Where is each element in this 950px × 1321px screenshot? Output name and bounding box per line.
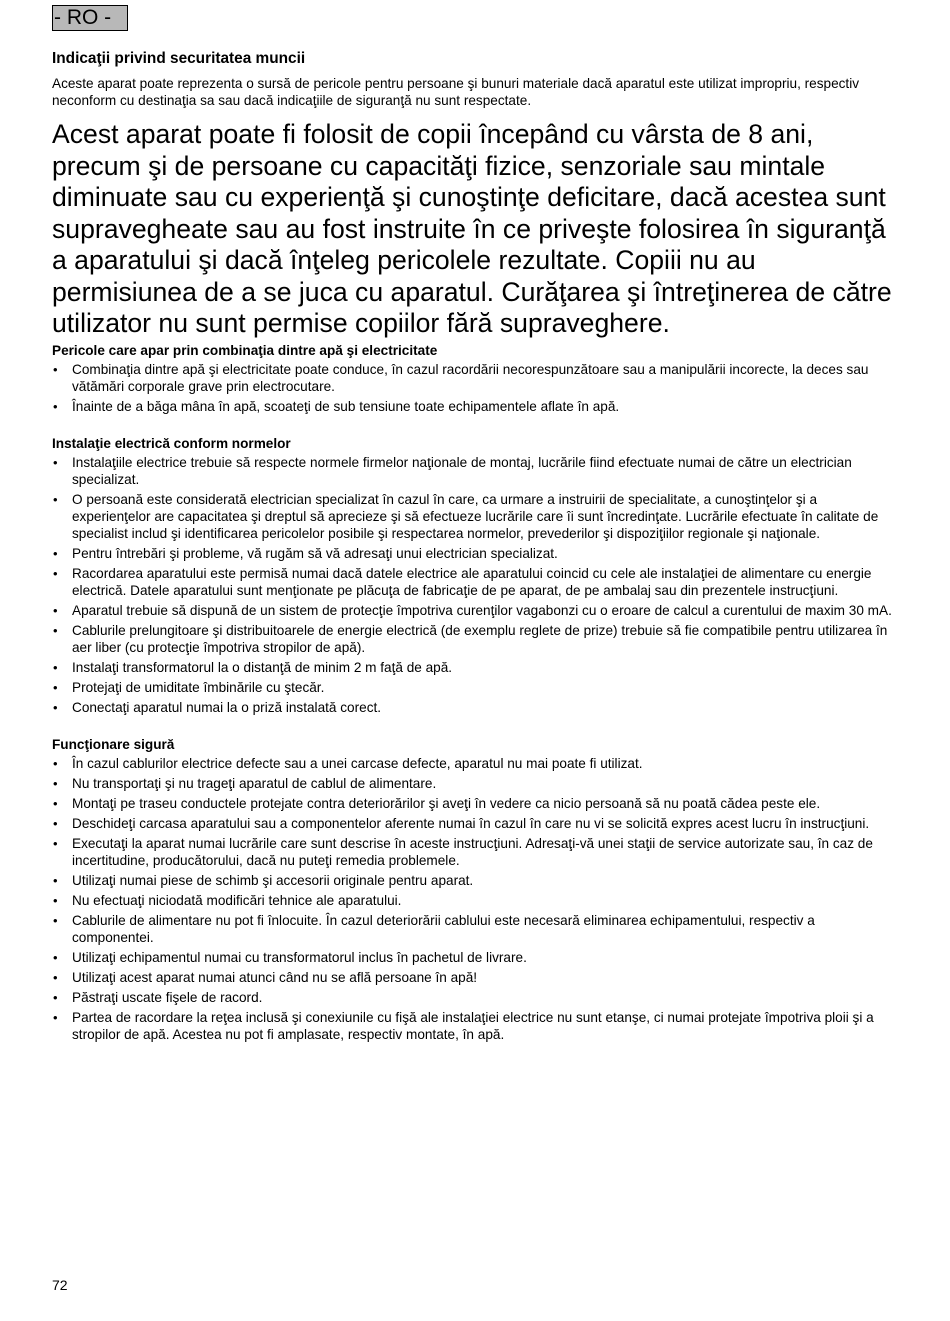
list-item: • Nu efectuaţi niciodată modificări tehnice ale aparatului. xyxy=(52,892,892,909)
list-item: • Racordarea aparatului este permisă numai dacă datele electrice ale aparatului coincid cu cele ale instalaţiei de alimentare cu energie electrică. Datele aparatului sunt menţionate pe plăcuţa de fabricaţie de pe aparat, de pe ambalaj sau din prezentele instrucţiuni. xyxy=(52,565,892,599)
safety-intro-text: Aceste aparat poate reprezenta o sursă de pericole pentru persoane şi bunuri materiale dacă aparatul este utilizat impropriu, respectiv neconform cu destinaţia sa sau dacă indicaţiile de siguranţă nu sunt respectate. xyxy=(52,76,860,108)
list-item: • Executaţi la aparat numai lucrările care sunt descrise în aceste instrucţiuni. Adresaţi-vă unei staţii de service autorizate sau, în caz de incertitudine, producătorului, dacă nu puteţi remedia problemele. xyxy=(52,835,892,869)
list-item: • Deschideţi carcasa aparatului sau a componentelor aferente numai în cazul în care nu vi se solicită expres acest lucru în instrucţiuni. xyxy=(52,815,892,832)
installation-title: Instalaţie electrică conform normelor xyxy=(52,435,291,451)
list-item: • Combinaţia dintre apă şi electricitate poate conduce, în cazul racordării necorespunzătoare sau a manipulării incorecte, la deces sau vătămări corporale grave prin electrocutare. xyxy=(52,361,892,395)
children-warning-text: Acest aparat poate fi folosit de copii începând cu vârsta de 8 ani, precum şi de persoane cu capacităţi fizice, senzoriale sau mintale diminuate sau cu experienţă şi cunoştinţe deficitare, dacă acestea sunt supravegheate sau au fost instruite în ce priveşte folosirea în siguranţă a aparatului şi dacă înţeleg pericolele rezultate. Copiii nu au permisiunea de a se juca cu aparatul. Curăţarea şi întreţinerea de către utilizator nu sunt permise copiilor fără supraveghere. xyxy=(52,119,892,338)
list-item: • Instalaţi transformatorul la o distanţă de minim 2 m faţă de apă. xyxy=(52,659,892,676)
page-content xyxy=(52,50,892,1046)
list-item: • O persoană este considerată electrician specializat în cazul în care, ca urmare a instruirii de specialitate, a cunoştinţelor şi a experienţelor are capacitatea şi dreptul să aprecieze şi să efectueze lucrările care îi sunt încredinţate. Lucrările efectuate în calitate de specialist includ şi identificarea pericolelor posibile şi respectarea normelor, prevederilor şi dispoziţiilor regionale şi naţionale. xyxy=(52,491,892,542)
list-item: • În cazul cablurilor electrice defecte sau a unei carcase defecte, aparatul nu mai poate fi utilizat. xyxy=(52,755,892,772)
water-electricity-title: Pericole care apar prin combinaţia dintre apă şi electricitate xyxy=(52,342,438,358)
list-item: • Conectaţi aparatul numai la o priză instalată corect. xyxy=(52,699,892,716)
list-item: • Înainte de a băga mâna în apă, scoateţi de sub tensiune toate echipamentele aflate în apă. xyxy=(52,398,892,415)
list-item: • Utilizaţi acest aparat numai atunci când nu se află persoane în apă! xyxy=(52,969,892,986)
page-number: 72 xyxy=(52,1277,68,1293)
installation-list xyxy=(52,454,892,716)
list-item: • Instalaţiile electrice trebuie să respecte normele firmelor naţionale de montaj, lucrările fiind efectuate numai de către un electrician specializat. xyxy=(52,454,892,488)
list-item: • Aparatul trebuie să dispună de un sistem de protecţie împotriva curenţilor vagabonzi cu o eroare de calcul a curentului de maxim 30 mA. xyxy=(52,602,892,619)
list-item: • Utilizaţi numai piese de schimb şi accesorii originale pentru aparat. xyxy=(52,872,892,889)
list-item: • Protejaţi de umiditate îmbinările cu ştecăr. xyxy=(52,679,892,696)
list-item: • Utilizaţi echipamentul numai cu transformatorul inclus în pachetul de livrare. xyxy=(52,949,892,966)
list-item: • Nu transportaţi şi nu trageţi aparatul de cablul de alimentare. xyxy=(52,775,892,792)
language-tag: - RO - xyxy=(52,5,128,31)
water-electricity-list xyxy=(52,361,892,415)
list-item: • Păstraţi uscate fişele de racord. xyxy=(52,989,892,1006)
list-item: • Partea de racordare la reţea inclusă şi conexiunile cu fişă ale instalaţiei electrice nu sunt etanşe, ci numai protejate împotriva ploii şi a stropilor de apă. Acestea nu pot fi amplasate, respectiv montate, în apă. xyxy=(52,1009,892,1043)
list-item: • Pentru întrebări şi probleme, vă rugăm să vă adresaţi unui electrician specializat. xyxy=(52,545,892,562)
safe-operation-list xyxy=(52,755,892,1043)
safe-operation-title: Funcţionare sigură xyxy=(52,736,175,752)
list-item: • Cablurile de alimentare nu pot fi înlocuite. În cazul deteriorării cablului este necesară eliminarea echipamentului, respectiv a componentei. xyxy=(52,912,892,946)
list-item: • Cablurile prelungitoare şi distribuitoarele de energie electrică (de exemplu reglete de prize) trebuie să fie compatibile pentru utilizarea în aer liber (cu protecţie împotriva stropilor de apă). xyxy=(52,622,892,656)
safety-title: Indicaţii privind securitatea muncii xyxy=(52,50,306,67)
list-item: • Montaţi pe traseu conductele protejate contra deteriorărilor şi aveţi în vedere ca nicio persoană să nu poată cădea peste ele. xyxy=(52,795,892,812)
